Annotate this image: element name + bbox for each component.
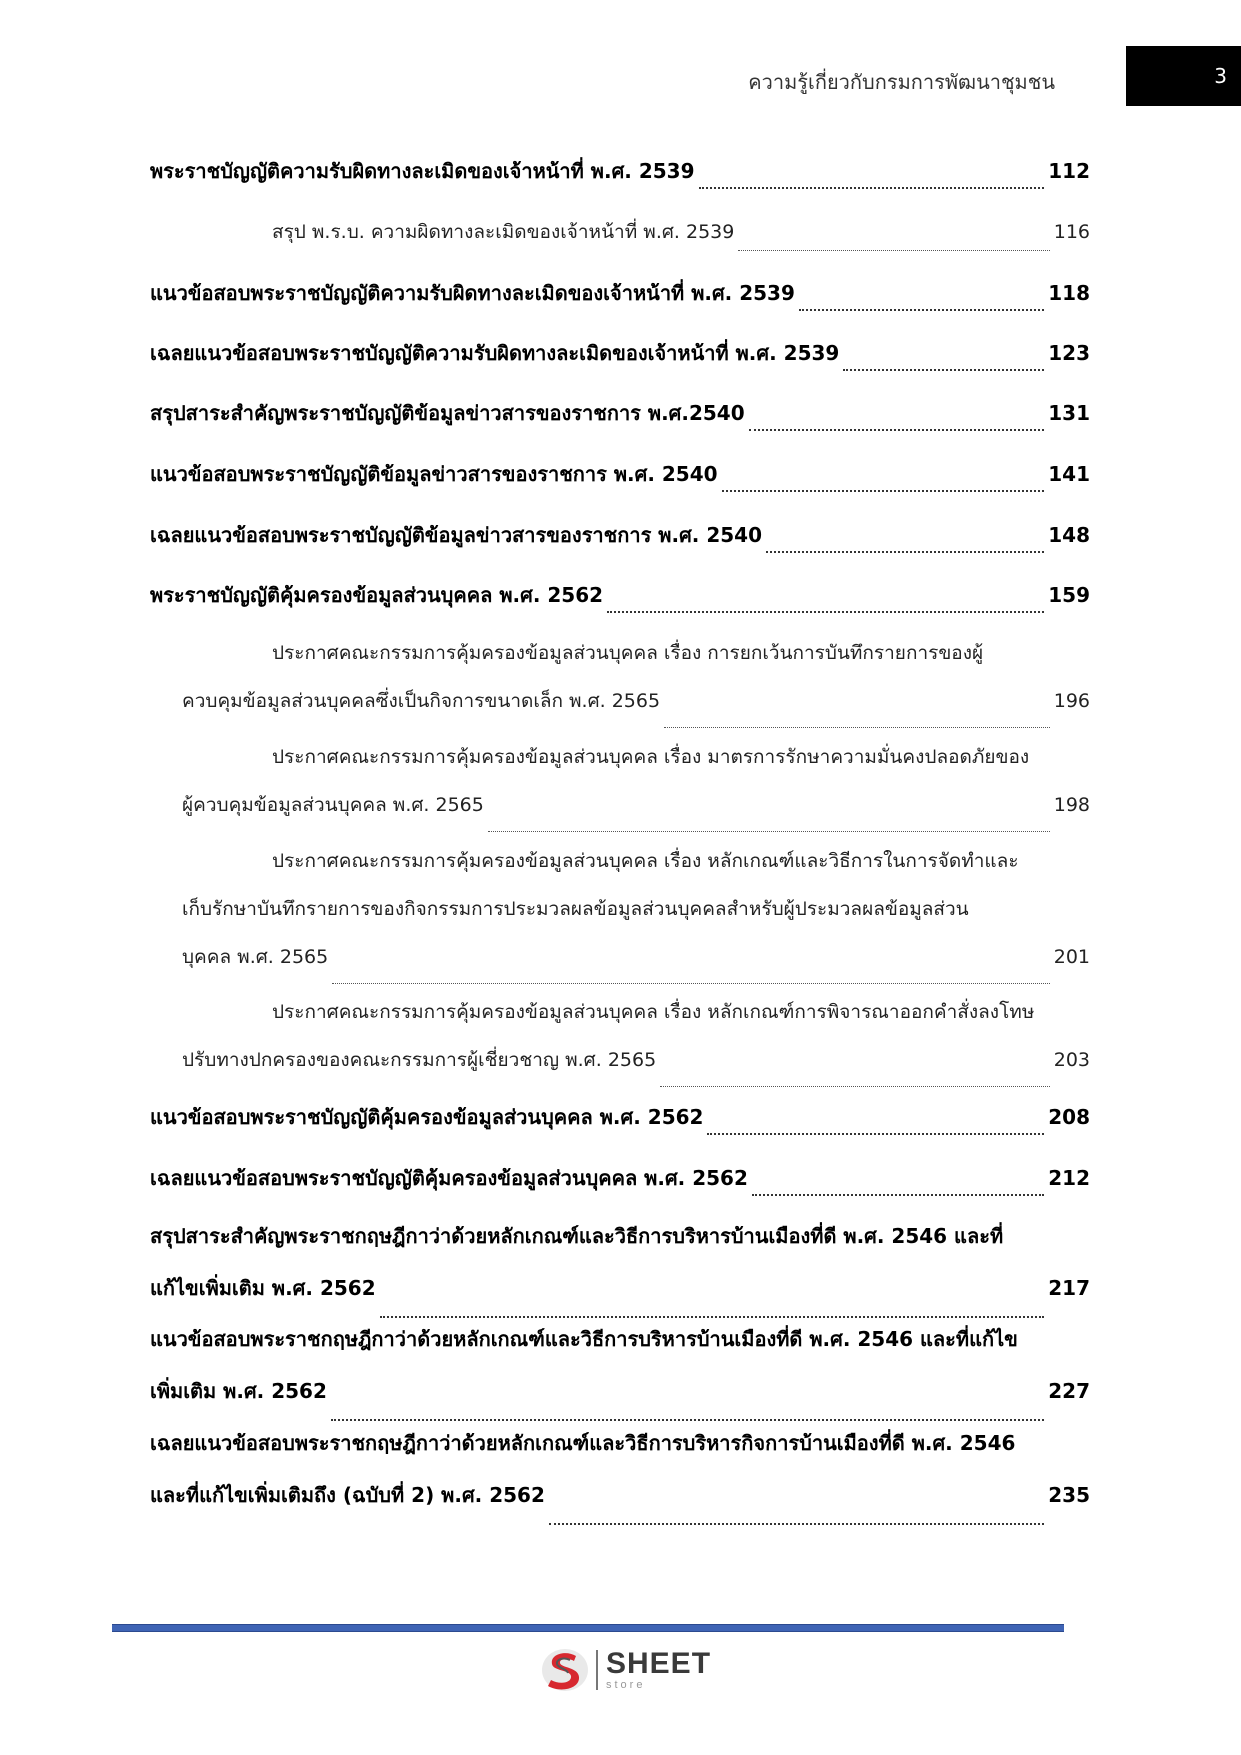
toc-entry[interactable]	[150, 1427, 1090, 1531]
toc-entry[interactable]	[150, 1101, 1090, 1141]
toc-entry-page: 112	[1048, 159, 1090, 183]
toc-entry-page: 141	[1048, 462, 1090, 486]
toc-entry[interactable]	[150, 337, 1090, 377]
toc-entry-title: สรุปสาระสำคัญพระราชกฤษฎีกาว่าด้วยหลักเกณฑ์และวิธีการบริหารบ้านเมืองที่ดี พ.ศ. 2546 และที่	[150, 1224, 1004, 1248]
toc-entry-title: พระราชบัญญัติความรับผิดทางละเมิดของเจ้าหน้าที่ พ.ศ. 2539	[150, 159, 695, 183]
dot-leader	[549, 1523, 1044, 1525]
toc-entry-title: และที่แก้ไขเพิ่มเติมถึง (ฉบับที่ 2) พ.ศ. 2562	[150, 1483, 545, 1507]
logo-wordmark	[606, 1649, 711, 1691]
toc-entry-page: 227	[1048, 1379, 1090, 1403]
toc-entry-page: 148	[1048, 523, 1090, 547]
dot-leader	[488, 831, 1050, 832]
dot-leader	[607, 611, 1044, 613]
logo-separator	[596, 1650, 598, 1690]
dot-leader	[766, 551, 1044, 553]
dot-leader	[843, 369, 1044, 371]
logo-sub: store	[606, 1679, 646, 1691]
dot-leader	[664, 727, 1050, 728]
toc-entry[interactable]	[150, 277, 1090, 317]
dot-leader	[380, 1316, 1045, 1318]
toc-entry-title: บุคคล พ.ศ. 2565	[182, 946, 329, 968]
toc-entry-title: ประกาศคณะกรรมการคุ้มครองข้อมูลส่วนบุคคล เรื่อง หลักเกณฑ์การพิจารณาออกคำสั่งลงโทษ	[272, 1001, 1035, 1023]
dot-leader	[331, 1419, 1044, 1421]
toc-entry-title: แนวข้อสอบพระราชบัญญัติความรับผิดทางละเมิดของเจ้าหน้าที่ พ.ศ. 2539	[150, 281, 795, 305]
toc-entry[interactable]	[150, 1220, 1090, 1324]
page-number-box	[1126, 46, 1241, 106]
dot-leader	[332, 983, 1050, 984]
toc-entry-page: 201	[1053, 946, 1090, 968]
dot-leader	[707, 1133, 1044, 1135]
toc-entry-title: เฉลยแนวข้อสอบพระราชบัญญัติคุ้มครองข้อมูลส่วนบุคคล พ.ศ. 2562	[150, 1166, 748, 1190]
toc-entry-page: 131	[1048, 401, 1090, 425]
dot-leader	[799, 309, 1044, 311]
dot-leader	[738, 250, 1049, 251]
toc-entry-title: สรุปสาระสำคัญพระราชบัญญัติข้อมูลข่าวสารของราชการ พ.ศ.2540	[150, 401, 745, 425]
toc-entry[interactable]	[150, 846, 1090, 990]
toc-entry[interactable]	[150, 1162, 1090, 1202]
dot-leader	[722, 490, 1045, 492]
logo-word: SHEET	[606, 1647, 712, 1680]
toc-entry-title: ผู้ควบคุมข้อมูลส่วนบุคคล พ.ศ. 2565	[182, 794, 484, 816]
toc-entry-page: 212	[1048, 1166, 1090, 1190]
page-number: 3	[1214, 64, 1227, 88]
toc-entry-title: เพิ่มเติม พ.ศ. 2562	[150, 1379, 327, 1403]
sheet-store-s-icon	[540, 1646, 590, 1694]
toc-entry-page: 118	[1048, 281, 1090, 305]
toc-entry-page: 123	[1048, 341, 1090, 365]
toc-entry-title: เฉลยแนวข้อสอบพระราชบัญญัติข้อมูลข่าวสารของราชการ พ.ศ. 2540	[150, 523, 762, 547]
toc-entry-title: ควบคุมข้อมูลส่วนบุคคลซึ่งเป็นกิจการขนาดเล็ก พ.ศ. 2565	[182, 690, 661, 712]
toc-entry[interactable]	[150, 155, 1090, 195]
toc-entry-title: ประกาศคณะกรรมการคุ้มครองข้อมูลส่วนบุคคล เรื่อง หลักเกณฑ์และวิธีการในการจัดทำและ	[272, 850, 1019, 872]
toc-entry-title: แนวข้อสอบพระราชบัญญัติคุ้มครองข้อมูลส่วนบุคคล พ.ศ. 2562	[150, 1105, 704, 1129]
toc-entry[interactable]	[150, 397, 1090, 437]
toc-entry-title: แก้ไขเพิ่มเติม พ.ศ. 2562	[150, 1276, 376, 1300]
toc-entry-page: 116	[1053, 221, 1090, 243]
toc-entry-title: เฉลยแนวข้อสอบพระราชกฤษฎีกาว่าด้วยหลักเกณฑ์และวิธีการบริหารกิจการบ้านเมืองที่ดี พ.ศ. 2546	[150, 1431, 1016, 1455]
toc-entry[interactable]	[150, 997, 1090, 1093]
sheet-store-logo	[540, 1646, 711, 1694]
dot-leader	[752, 1194, 1044, 1196]
toc-entry[interactable]	[150, 519, 1090, 559]
toc-entry-title: สรุป พ.ร.บ. ความผิดทางละเมิดของเจ้าหน้าที่ พ.ศ. 2539	[272, 221, 735, 243]
toc-entry-title: แนวข้อสอบพระราชกฤษฎีกาว่าด้วยหลักเกณฑ์และวิธีการบริหารบ้านเมืองที่ดี พ.ศ. 2546 และที่แก้ไข	[150, 1327, 1018, 1351]
toc-entry-page: 159	[1048, 583, 1090, 607]
toc-entry[interactable]	[150, 742, 1090, 838]
toc-entry[interactable]	[150, 1323, 1090, 1427]
toc-entry-title: แนวข้อสอบพระราชบัญญัติข้อมูลข่าวสารของราชการ พ.ศ. 2540	[150, 462, 718, 486]
dot-leader	[699, 187, 1045, 189]
toc-entry-page: 196	[1053, 690, 1090, 712]
toc-entry-title: ปรับทางปกครองของคณะกรรมการผู้เชี่ยวชาญ พ.ศ. 2565	[182, 1049, 657, 1071]
footer-rule	[112, 1624, 1064, 1632]
dot-leader	[660, 1086, 1050, 1087]
toc-entry-page: 217	[1048, 1276, 1090, 1300]
toc-entry[interactable]	[150, 638, 1090, 734]
toc-entry-title: พระราชบัญญัติคุ้มครองข้อมูลส่วนบุคคล พ.ศ. 2562	[150, 583, 604, 607]
toc-entry-page: 198	[1053, 794, 1090, 816]
toc-entry-page: 235	[1048, 1483, 1090, 1507]
toc-entry-page: 208	[1048, 1105, 1090, 1129]
toc-entry-title: ประกาศคณะกรรมการคุ้มครองข้อมูลส่วนบุคคล เรื่อง การยกเว้นการบันทึกรายการของผู้	[272, 642, 984, 664]
toc-entry-page: 203	[1053, 1049, 1090, 1071]
toc-entry-title: ประกาศคณะกรรมการคุ้มครองข้อมูลส่วนบุคคล เรื่อง มาตรการรักษาความมั่นคงปลอดภัยของ	[272, 746, 1030, 768]
toc-entry[interactable]	[150, 579, 1090, 619]
running-header-title: ความรู้เกี่ยวกับกรมการพัฒนาชุมชน	[748, 70, 1055, 94]
toc-entry-title: เก็บรักษาบันทึกรายการของกิจกรรมการประมวลผลข้อมูลส่วนบุคคลสำหรับผู้ประมวลผลข้อมูลส่วน	[182, 898, 969, 920]
dot-leader	[749, 429, 1045, 431]
toc-entry[interactable]	[150, 458, 1090, 498]
toc-entry[interactable]	[150, 217, 1090, 257]
toc-entry-title: เฉลยแนวข้อสอบพระราชบัญญัติความรับผิดทางละเมิดของเจ้าหน้าที่ พ.ศ. 2539	[150, 341, 840, 365]
